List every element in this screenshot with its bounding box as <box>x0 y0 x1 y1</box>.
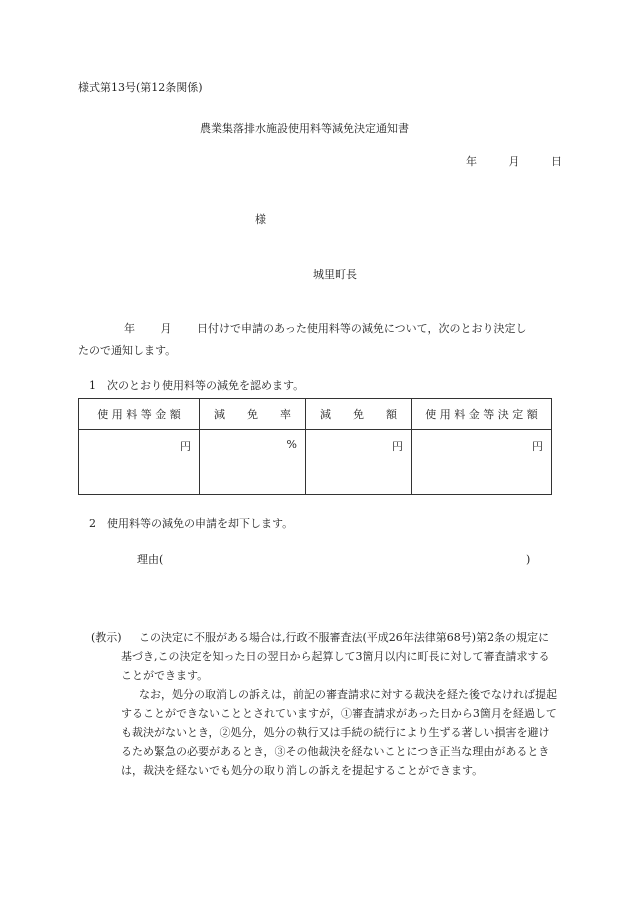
table-row <box>79 430 552 495</box>
body-month: 月 <box>160 322 172 335</box>
document-title: 農業集落排水施設使用料等減免決定通知書 <box>200 122 409 135</box>
body-line-1 <box>124 322 526 336</box>
header-decided-amount: 使 用 料 金 等 決 定 額 <box>412 399 552 430</box>
table-header-row <box>79 399 552 430</box>
item-1: 1 次のとおり使用料等の減免を認めます。 <box>89 379 305 392</box>
cell-reduction-amount <box>306 430 412 495</box>
body-line-2: たので通知します。 <box>78 344 177 357</box>
notice-label: (教示) <box>91 631 122 644</box>
form-number: 様式第13号(第12条関係) <box>78 81 203 94</box>
date-line <box>466 155 562 169</box>
item-2: 2 使用料等の減免の申請を却下します。 <box>89 517 294 530</box>
header-reduction-rate: 減 免 率 <box>200 399 306 430</box>
header-reduction-amount: 減 免 額 <box>306 399 412 430</box>
body-line1-rest: 日付けで申請のあった使用料等の減免について，次のとおり決定し <box>197 322 527 335</box>
issuer: 城里町長 <box>313 268 357 281</box>
notice-paragraph-1: この決定に不服がある場合は,行政不服審査法(平成26年法律第68号)第2条の規定に基づき,この決定を知った日の翌日から起算して3箇月以内に町長に対して審査請求することができます。 <box>121 631 550 682</box>
reason-label: 理由( <box>137 553 164 566</box>
unit-yen: 円 <box>180 440 191 453</box>
reason-close-paren: ) <box>526 553 531 566</box>
reduction-table <box>78 398 552 495</box>
notice-section <box>78 628 560 780</box>
header-usage-amount: 使 用 料 等 金 額 <box>79 399 200 430</box>
cell-decided-amount <box>412 430 552 495</box>
unit-yen: 円 <box>392 440 403 453</box>
date-year: 年 <box>466 155 477 168</box>
addressee-suffix: 様 <box>255 213 266 226</box>
cell-reduction-rate <box>200 430 306 495</box>
unit-yen: 円 <box>532 440 543 453</box>
cell-usage-amount <box>79 430 200 495</box>
date-day: 日 <box>551 155 562 168</box>
notice-paragraph-2: なお，処分の取消しの訴えは，前記の審査請求に対する裁決を経た後でなければ提起することができないこととされていますが，①審査請求があった日から3箇月を経過しても裁決がないとき，②処分，処分の執行又は手続の続行により生ずる著しい損害を避けるため緊急の必要があるとき，③その他裁決を経ないことにつき正当な理由があるときは，裁決を経ないでも処分の取り消しの訴えを提起することができます。 <box>121 688 557 777</box>
date-month: 月 <box>508 155 520 168</box>
unit-percent: % <box>286 438 297 451</box>
body-year: 年 <box>124 322 135 335</box>
